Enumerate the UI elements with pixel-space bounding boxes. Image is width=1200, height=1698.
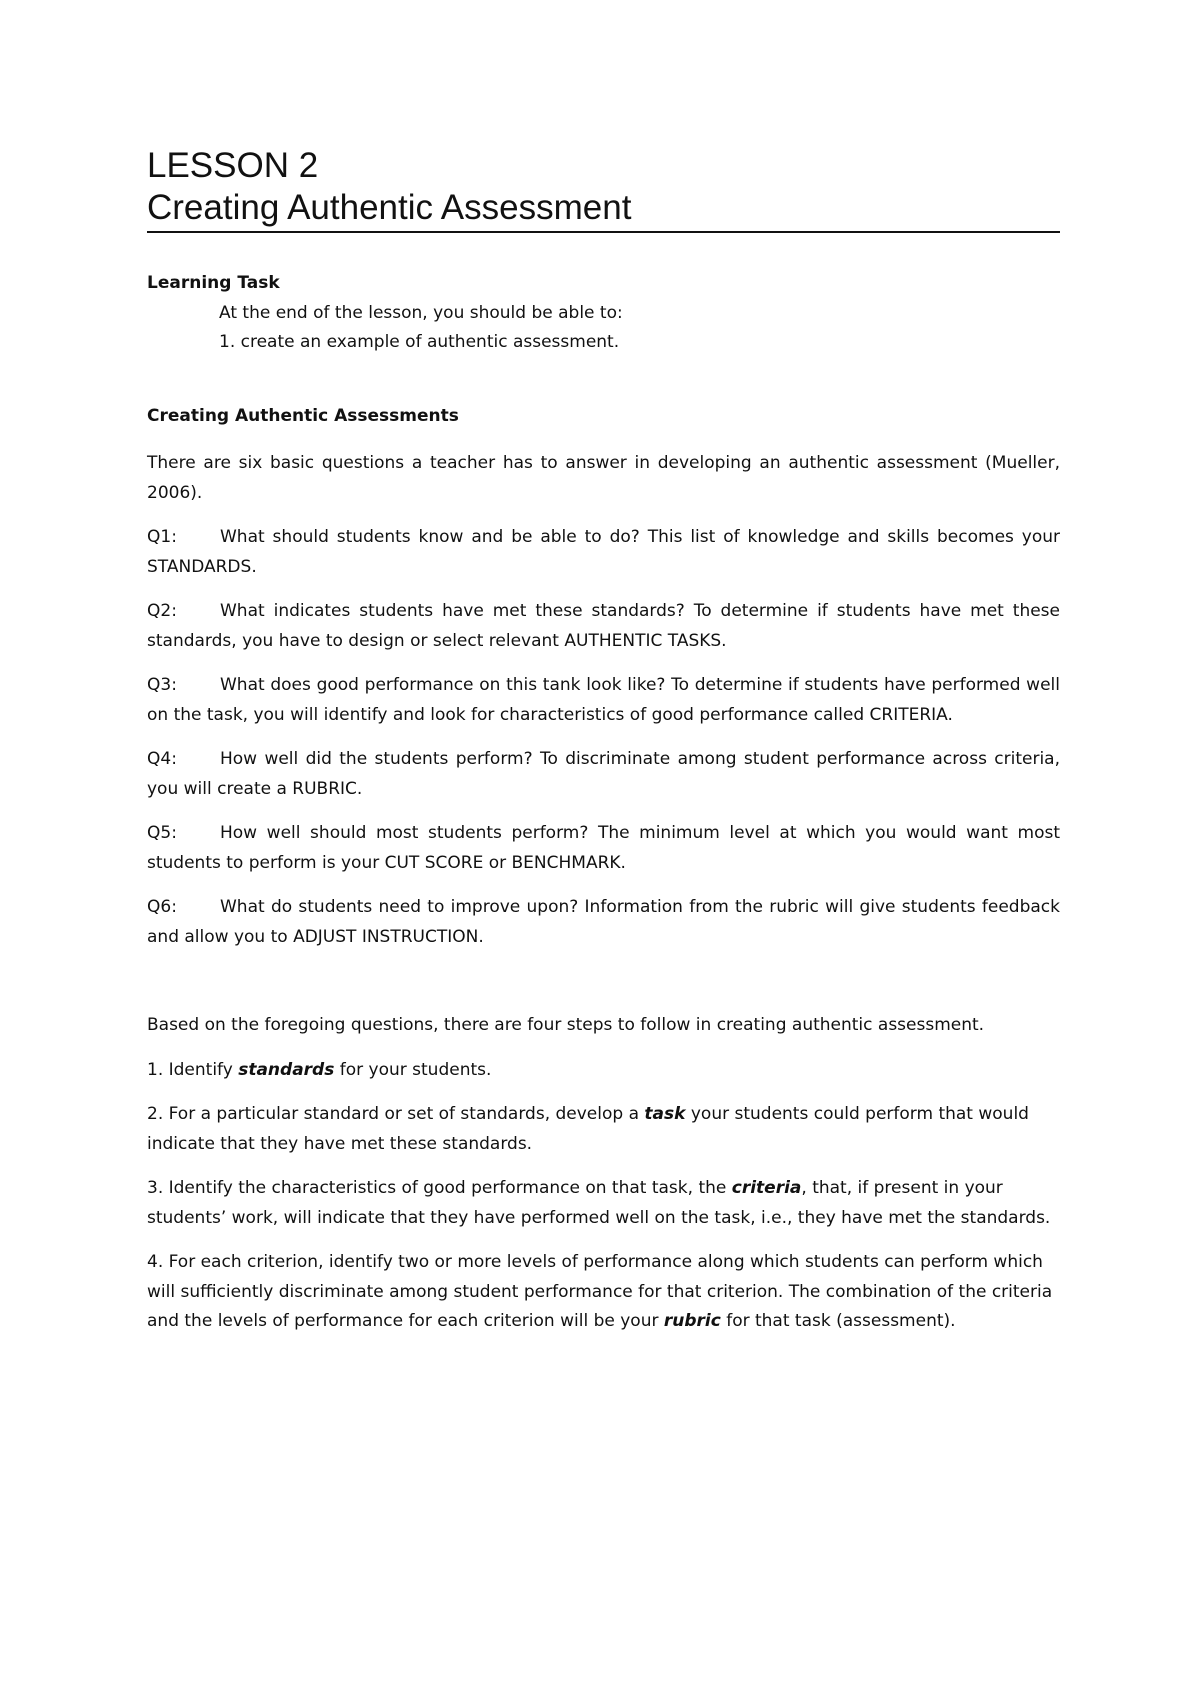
step-2 bbox=[147, 1100, 1060, 1159]
question-text: How well should most students perform? The minimum level at which you would want most students to perform is your CUT SCORE or BENCHMARK. bbox=[147, 823, 1060, 873]
step-text: 1. Identify bbox=[147, 1059, 239, 1080]
question-label: Q4: bbox=[147, 749, 177, 769]
step-text: your students could perform that would indicate that they have met these standards. bbox=[147, 1104, 1029, 1154]
step-text: , that, if present in your students’ work, will indicate that they have performed well on the task, i.e., they have met the standards. bbox=[147, 1178, 1051, 1228]
learning-objective: 1. create an example of authentic assessment. bbox=[219, 332, 620, 352]
question-text: What does good performance on this tank look like? To determine if students have performed well on the task, you will identify and look for characteristics of good performance called CRITERIA. bbox=[147, 675, 1060, 725]
question-text: What do students need to improve upon? Information from the rubric will give students feedback and allow you to ADJUST INSTRUCTION. bbox=[147, 897, 1060, 947]
question-text: What should students know and be able to do? This list of knowledge and skills becomes your STANDARDS. bbox=[147, 527, 1060, 577]
question-label: Q3: bbox=[147, 675, 177, 695]
step-text: 4. For each criterion, identify two or more levels of performance along which students can perform which will sufficiently discriminate among student performance for that criterion. The combination of the criteria and the levels of performance for each criterion will be your bbox=[147, 1252, 1053, 1331]
step-1 bbox=[147, 1056, 1060, 1086]
learning-task-section bbox=[147, 269, 1060, 358]
question-q3 bbox=[147, 671, 1060, 730]
creating-section bbox=[147, 402, 1060, 953]
creating-intro: There are six basic questions a teacher has to answer in developing an authentic assessment (Mueller, 2006). bbox=[147, 453, 1060, 503]
step-text: for your students. bbox=[334, 1059, 492, 1080]
step-4 bbox=[147, 1248, 1060, 1337]
learning-task-intro: At the end of the lesson, you should be able to: bbox=[219, 302, 623, 323]
step-text: for that task (assessment). bbox=[720, 1311, 956, 1331]
lesson-number: LESSON 2 bbox=[147, 146, 319, 185]
question-q6 bbox=[147, 893, 1060, 952]
question-label: Q1: bbox=[147, 527, 177, 547]
creating-heading: Creating Authentic Assessments bbox=[147, 405, 459, 426]
step-emphasis: standards bbox=[238, 1059, 335, 1080]
steps-intro: Based on the foregoing questions, there are four steps to follow in creating authentic assessment. bbox=[147, 1015, 985, 1035]
step-3 bbox=[147, 1174, 1060, 1233]
question-q5 bbox=[147, 819, 1060, 878]
question-label: Q6: bbox=[147, 897, 177, 917]
lesson-title: Creating Authentic Assessment bbox=[147, 187, 1060, 233]
question-q1 bbox=[147, 523, 1060, 582]
step-emphasis: task bbox=[644, 1104, 686, 1124]
question-text: How well did the students perform? To discriminate among student performance across criteria, you will create a RUBRIC. bbox=[147, 749, 1060, 799]
step-text: 2. For a particular standard or set of standards, develop a bbox=[147, 1104, 645, 1124]
step-emphasis: criteria bbox=[731, 1178, 802, 1198]
document-page bbox=[147, 145, 1060, 1337]
question-label: Q2: bbox=[147, 601, 177, 621]
steps-section bbox=[147, 1011, 1060, 1337]
question-text: What indicates students have met these standards? To determine if students have met these standards, you have to design or select relevant AUTHENTIC TASKS. bbox=[147, 601, 1060, 651]
learning-task-heading: Learning Task bbox=[147, 273, 280, 293]
question-q4 bbox=[147, 745, 1060, 804]
question-q2 bbox=[147, 597, 1060, 656]
question-label: Q5: bbox=[147, 823, 177, 843]
step-text: 3. Identify the characteristics of good performance on that task, the bbox=[147, 1178, 732, 1198]
step-emphasis: rubric bbox=[663, 1311, 721, 1331]
